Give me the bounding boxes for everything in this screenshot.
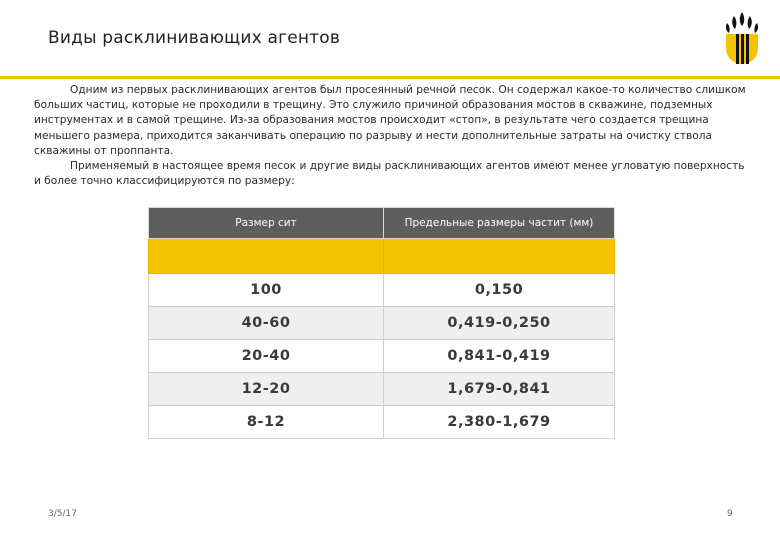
sieve-size-cell: 20-40 [149, 340, 384, 373]
table-row [149, 307, 615, 340]
body-text [34, 83, 754, 189]
rosneft-logo-icon [722, 10, 762, 66]
sieve-size-cell: 12-20 [149, 373, 384, 406]
header-particle-size: Предельные размеры частит (мм) [384, 208, 615, 239]
accent-cell [384, 239, 615, 274]
particle-size-cell: 0,150 [384, 274, 615, 307]
table-accent-row [149, 239, 615, 274]
table-row [149, 340, 615, 373]
particle-size-cell: 0,841-0,419 [384, 340, 615, 373]
particle-size-cell: 0,419-0,250 [384, 307, 615, 340]
particle-size-cell: 2,380-1,679 [384, 406, 615, 439]
sieve-size-table [148, 207, 615, 439]
table-row [149, 406, 615, 439]
page-number: 9 [727, 509, 733, 519]
paragraph-1: Одним из первых расклинивающих агентов был просеянный речной песок. Он содержал какое-то количество слишком больших частиц, которые не проходили в трещину. Это служило причиной образования мостов в скважине, подземных инструментах и в самой трещине. Из-за образования мостов происходит «стоп», в результате чего создается трещина меньшего размера, приходится заканчивать операцию по разрыву и нести дополнительные затраты на очистку ствола скважины от проппанта. [34, 84, 746, 157]
table-header-row [149, 208, 615, 239]
table-row [149, 274, 615, 307]
slide-title: Виды расклинивающих агентов [48, 28, 341, 48]
accent-divider [0, 76, 780, 79]
sieve-size-cell: 40-60 [149, 307, 384, 340]
header-sieve-size: Размер сит [149, 208, 384, 239]
accent-cell [149, 239, 384, 274]
paragraph-2: Применяемый в настоящее время песок и другие виды расклинивающих агентов имеют менее угловатую поверхность и более точно классифицируются по размеру: [34, 160, 745, 188]
table-row [149, 373, 615, 406]
particle-size-cell: 1,679-0,841 [384, 373, 615, 406]
footer-date: 3/5/17 [48, 509, 77, 519]
sieve-size-cell: 100 [149, 274, 384, 307]
sieve-size-cell: 8-12 [149, 406, 384, 439]
